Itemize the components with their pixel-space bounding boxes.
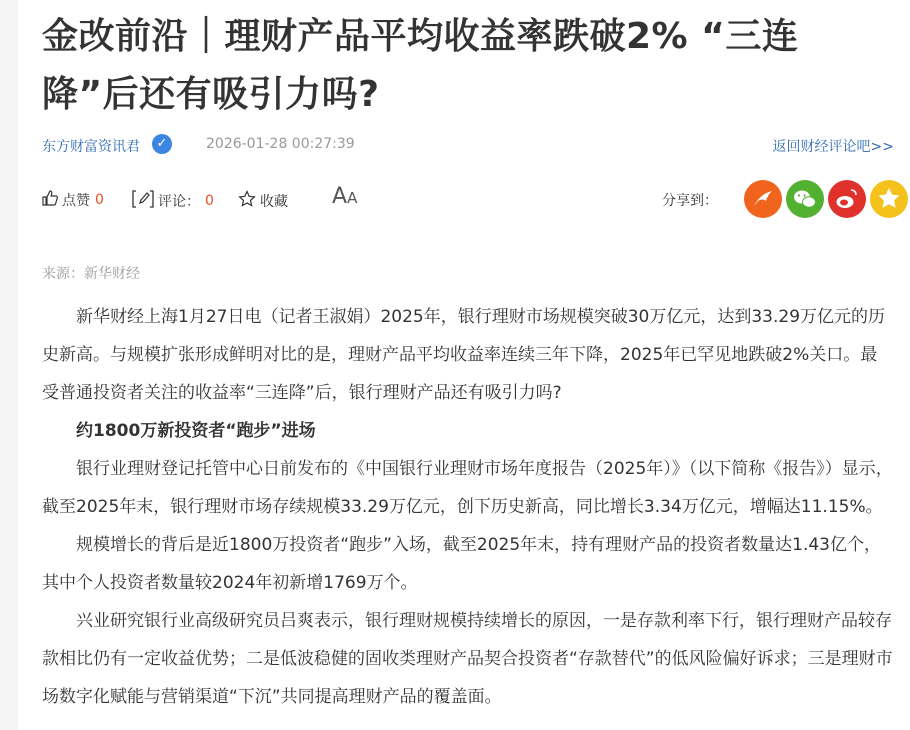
wechat-icon — [786, 180, 824, 218]
comment-count: 0 — [205, 193, 214, 209]
article-source: 来源：新华财经 — [42, 266, 140, 282]
like-count: 0 — [95, 192, 104, 208]
action-bar — [42, 180, 894, 224]
comment-label: 评论： — [158, 194, 200, 210]
article-title: 金改前沿｜理财产品平均收益率跌破2% “三连降”后还有吸引力吗? — [42, 16, 799, 115]
font-size-large-glyph: A — [332, 184, 348, 209]
font-size-button[interactable] — [332, 184, 357, 209]
article-body — [42, 298, 894, 716]
paragraph: 银行业理财登记托管中心日前发布的《中国银行业理财市场年度报告（2025年）》（以下简称《报告》）显示，截至2025年末，银行理财市场存续规模33.29万亿元，创下历史新高，同比增长3.34万亿元，增幅达11.15%。 — [42, 459, 893, 517]
qzone-star-icon — [870, 180, 908, 218]
star-outline-icon — [238, 190, 256, 212]
font-size-small-glyph: A — [347, 189, 358, 207]
weibo-icon — [828, 180, 866, 218]
comment-button[interactable] — [132, 190, 214, 212]
share-wechat-button[interactable] — [786, 180, 824, 218]
paragraph: 兴业研究银行业高级研究员吕爽表示，银行理财规模持续增长的原因，一是存款利率下行，银行理财产品较存款相比仍有一定收益优势；二是低波稳健的固收类理财产品契合投资者“存款替代”的低风险偏好诉求；三是理财市场数字化赋能与营销渠道“下沉”共同提高理财产品的覆盖面。 — [42, 611, 893, 707]
thumbs-up-icon — [42, 190, 58, 210]
section-heading: 约1800万新投资者“跑步”进场 — [76, 421, 316, 441]
favorite-button[interactable] — [238, 190, 288, 212]
paragraph: 规模增长的背后是近1800万投资者“跑步”入场，截至2025年末，持有理财产品的投资者数量达1.43亿个，其中个人投资者数量较2024年初新增1769万个。 — [42, 535, 881, 593]
share-feed-button[interactable] — [744, 180, 782, 218]
publish-time: 2026-01-28 00:27:39 — [206, 136, 355, 152]
like-button[interactable] — [42, 190, 104, 210]
share-weibo-button[interactable] — [828, 180, 866, 218]
article-page — [18, 0, 910, 730]
like-label: 点赞 — [62, 193, 90, 209]
share-label: 分享到： — [662, 193, 718, 209]
favorite-label: 收藏 — [260, 194, 288, 210]
feed-share-icon — [744, 180, 782, 218]
article-meta — [42, 132, 894, 160]
share-qzone-button[interactable] — [870, 180, 908, 218]
paragraph: 新华财经上海1月27日电（记者王淑娟）2025年，银行理财市场规模突破30万亿元，达到33.29万亿元的历史新高。与规模扩张形成鲜明对比的是，理财产品平均收益率连续三年下降，2025年已罕见地跌破2%关口。最受普通投资者关注的收益率“三连降”后，银行理财产品还有吸引力吗? — [42, 307, 886, 403]
back-to-forum-link[interactable]: 返回财经评论吧>> — [772, 139, 894, 155]
verified-icon: ✓ — [152, 134, 172, 154]
edit-comment-icon — [132, 190, 154, 212]
author-link[interactable]: 东方财富资讯君 — [42, 139, 140, 155]
